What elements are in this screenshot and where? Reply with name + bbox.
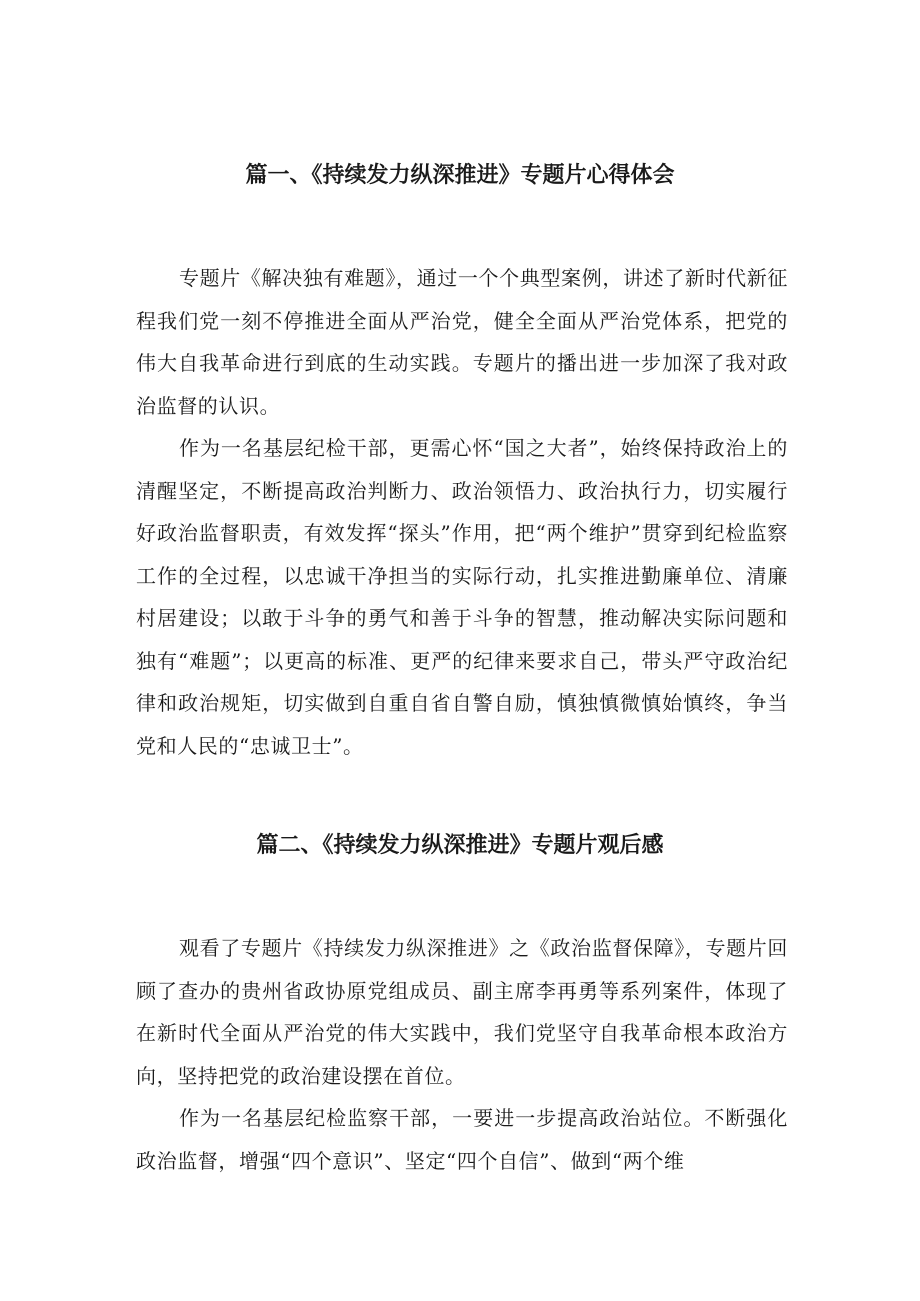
paragraph: 专题片《解决独有难题》，通过一个个典型案例，讲述了新时代新征程我们党一刻不停推进全面从严治党，健全全面从严治党体系，把党的伟大自我革命进行到底的生动实践。专题片的播出进一步加深了我对政治监督的认识。 xyxy=(136,266,788,418)
paragraph: 观看了专题片《持续发力纵深推进》之《政治监督保障》，专题片回顾了查办的贵州省政协原党组成员、副主席李再勇等系列案件，体现了在新时代全面从严治党的伟大实践中，我们党坚守自我革命根本政治方向，坚持把党的政治建设摆在首位。 xyxy=(136,936,788,1088)
section-body-1 xyxy=(136,257,788,767)
section-title-1: 篇一、《持续发力纵深推进》专题片心得体会 xyxy=(245,163,675,188)
paragraph: 作为一名基层纪检监察干部，一要进一步提高政治站位。不断强化政治监督，增强“四个意识”、坚定“四个自信”、做到“两个维 xyxy=(136,1106,788,1173)
section-body-2 xyxy=(136,927,788,1182)
paragraph: 作为一名基层纪检干部，更需心怀“国之大者”，始终保持政治上的清醒坚定，不断提高政治判断力、政治领悟力、政治执行力，切实履行好政治监督职责，有效发挥“探头”作用，把“两个维护”贯穿到纪检监察工作的全过程，以忠诚干净担当的实际行动，扎实推进勤廉单位、清廉村居建设；以敢于斗争的勇气和善于斗争的智慧，推动解决实际问题和独有“难题”；以更高的标准、更严的纪律来要求自己，带头严守政治纪律和政治规矩，切实做到自重自省自警自励，慎独慎微慎始慎终，争当党和人民的“忠诚卫士”。 xyxy=(136,436,788,758)
section-title-2: 篇二、《持续发力纵深推进》专题片观后感 xyxy=(256,833,664,858)
